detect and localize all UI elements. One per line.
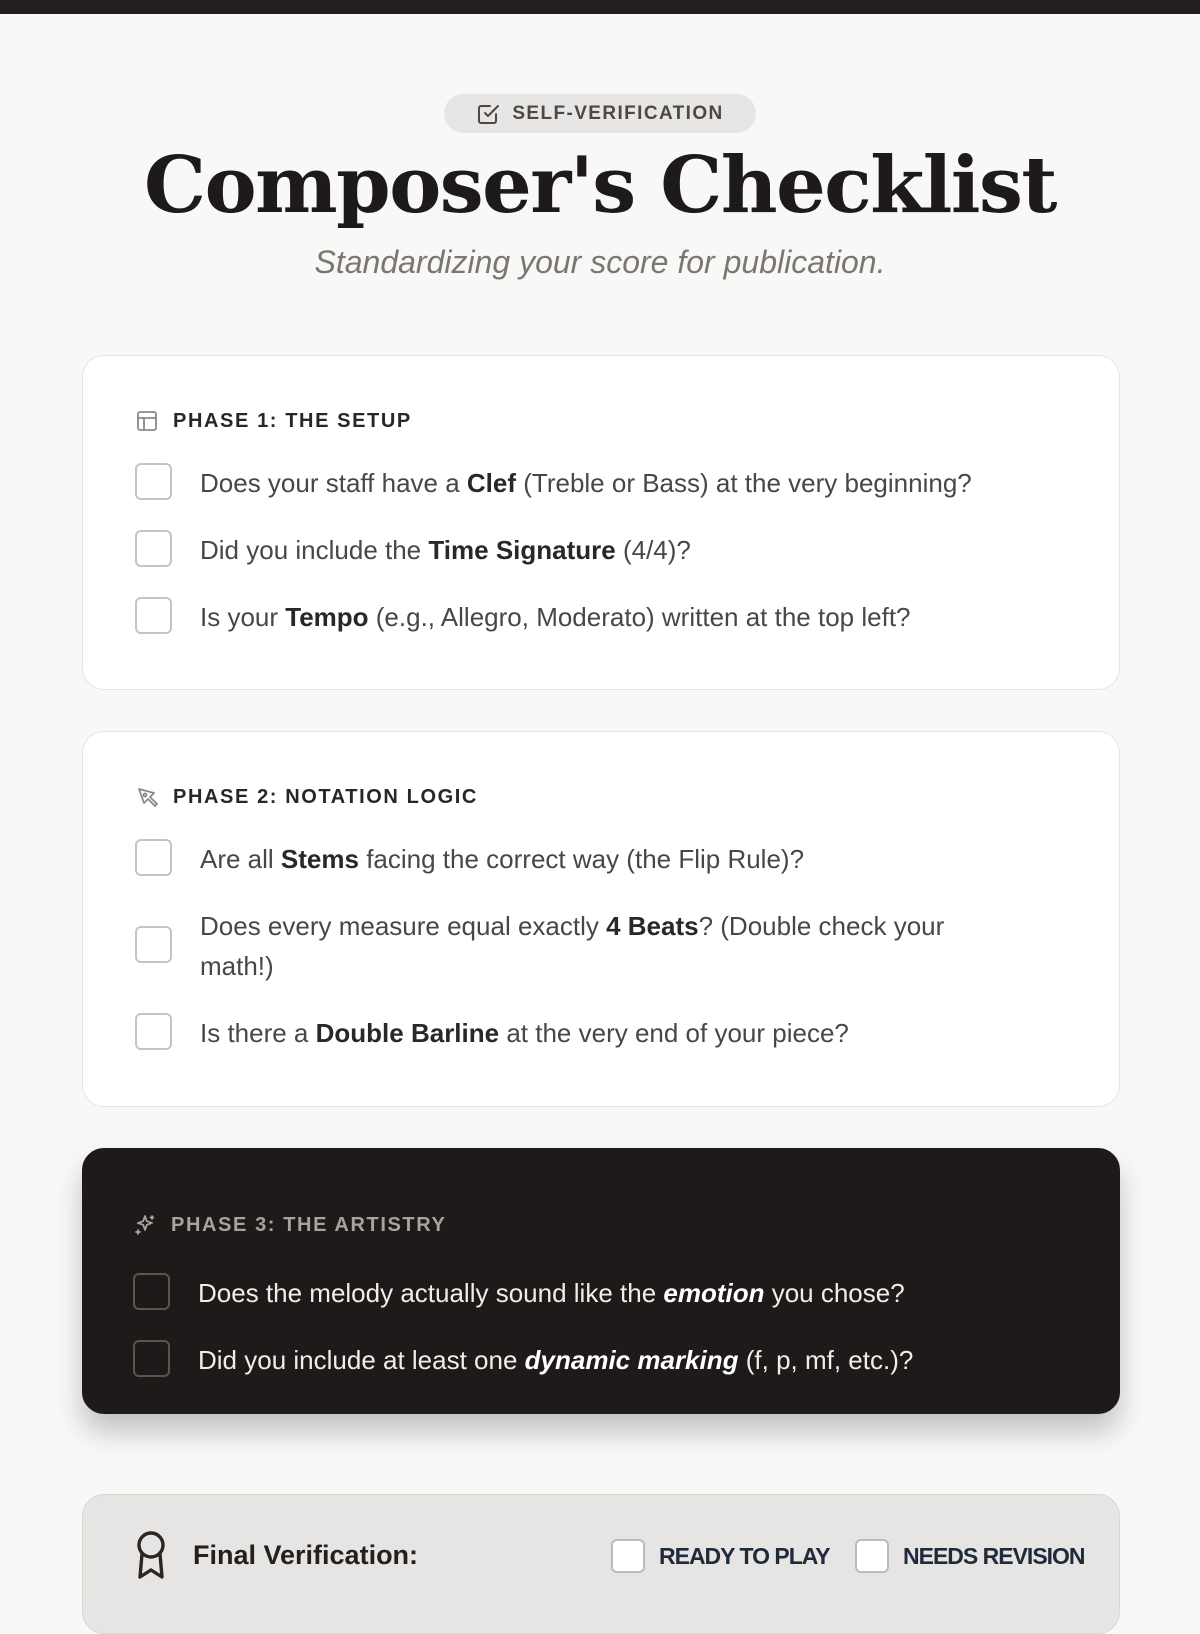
checkbox[interactable] (135, 1013, 172, 1050)
checkbox[interactable] (133, 1273, 170, 1310)
page-title: Composer's Checklist (144, 140, 1056, 231)
item-text: Is your Tempo (e.g., Allegro, Moderato) written at the top left? (200, 602, 911, 632)
phase-3-header (133, 1213, 446, 1237)
checklist-item[interactable] (135, 906, 1079, 986)
phase-1-header (135, 409, 412, 433)
item-text: Does every measure equal exactly 4 Beats? (Double check your math!) (200, 911, 945, 981)
item-text: Is there a Double Barline at the very end of your piece? (200, 1018, 849, 1048)
checkbox[interactable] (135, 463, 172, 500)
needs-revision-label: NEEDS REVISION (903, 1542, 1085, 1569)
item-text: Does the melody actually sound like the emotion you chose? (198, 1278, 905, 1308)
item-text: Did you include at least one dynamic marking (f, p, mf, etc.)? (198, 1345, 914, 1375)
badge-label: SELF-VERIFICATION (512, 102, 724, 124)
item-text: Are all Stems facing the correct way (the Flip Rule)? (200, 844, 805, 874)
phase-2-card (82, 731, 1120, 1107)
layout-icon (135, 409, 159, 433)
award-ribbon-icon (131, 1529, 171, 1581)
page-subtitle: Standardizing your score for publication. (314, 244, 886, 280)
checkbox[interactable] (135, 530, 172, 567)
needs-revision-option[interactable] (855, 1539, 1085, 1573)
final-verification-header (131, 1529, 418, 1581)
self-verification-badge (444, 94, 756, 133)
final-verification-label: Final Verification: (193, 1539, 419, 1570)
needs-revision-checkbox[interactable] (855, 1539, 889, 1573)
pen-nib-icon (135, 785, 159, 809)
checkbox[interactable] (135, 839, 172, 876)
checklist-item[interactable] (135, 1013, 1079, 1053)
ready-to-play-checkbox[interactable] (611, 1539, 645, 1573)
phase-3-title: PHASE 3: THE ARTISTRY (171, 1213, 447, 1236)
checkbox[interactable] (135, 926, 172, 963)
final-verification-panel (82, 1494, 1120, 1634)
phase-1-card (82, 355, 1120, 690)
item-text: Did you include the Time Signature (4/4)? (200, 535, 691, 565)
ready-to-play-option[interactable] (611, 1539, 830, 1573)
checklist-item[interactable] (135, 463, 1079, 503)
checkbox[interactable] (135, 597, 172, 634)
phase-3-card (82, 1148, 1120, 1414)
top-bar (0, 0, 1200, 14)
phase-2-title: PHASE 2: NOTATION LOGIC (173, 785, 478, 808)
phase-2-header (135, 785, 478, 809)
item-text: Does your staff have a Clef (Treble or Bass) at the very beginning? (200, 468, 972, 498)
ready-to-play-label: READY TO PLAY (659, 1542, 830, 1569)
sparkles-icon (133, 1213, 157, 1237)
checklist-item[interactable] (135, 597, 1079, 637)
phase-1-title: PHASE 1: THE SETUP (173, 409, 412, 432)
checkbox[interactable] (133, 1340, 170, 1377)
checklist-item[interactable] (133, 1273, 1079, 1313)
checkbox-check-icon (476, 102, 500, 126)
checklist-item[interactable] (133, 1340, 1079, 1380)
checklist-item[interactable] (135, 530, 1079, 570)
checklist-item[interactable] (135, 839, 1079, 879)
